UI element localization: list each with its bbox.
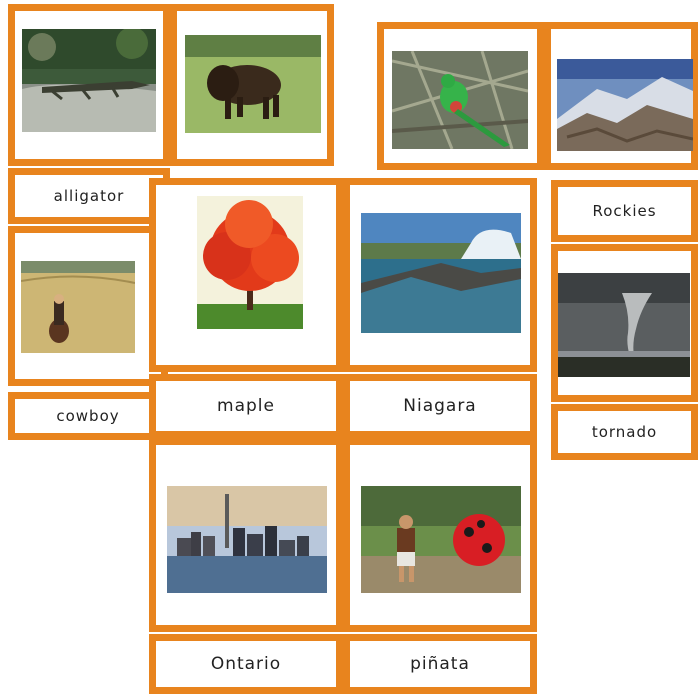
niagara-label-card[interactable] bbox=[343, 374, 537, 438]
niagara-label: Niagara bbox=[403, 396, 477, 416]
quetzal-photo bbox=[392, 51, 528, 149]
maple-photo bbox=[197, 196, 303, 329]
maple-picture-card[interactable] bbox=[149, 178, 343, 372]
alligator-label: alligator bbox=[53, 187, 125, 205]
pinata-label: piñata bbox=[410, 654, 470, 674]
quetzal-picture-card[interactable] bbox=[377, 22, 544, 170]
maple-label-card[interactable] bbox=[149, 374, 343, 438]
cowboy-photo bbox=[21, 261, 135, 353]
bison-picture-card[interactable] bbox=[170, 4, 334, 166]
cowboy-label-card[interactable] bbox=[8, 392, 168, 440]
ontario-label: Ontario bbox=[210, 654, 282, 674]
cowboy-picture-card[interactable] bbox=[8, 226, 168, 386]
tornado-label: tornado bbox=[591, 423, 658, 441]
rockies-label-card[interactable] bbox=[551, 180, 698, 242]
niagara-photo bbox=[361, 213, 521, 333]
niagara-picture-card[interactable] bbox=[343, 178, 537, 372]
pinata-picture-card[interactable] bbox=[343, 438, 537, 632]
pinata-photo bbox=[361, 486, 521, 593]
rockies-label: Rockies bbox=[592, 202, 657, 220]
ontario-photo bbox=[167, 486, 327, 593]
maple-label: maple bbox=[217, 396, 275, 416]
tornado-picture-card[interactable] bbox=[551, 244, 698, 402]
alligator-label-card[interactable] bbox=[8, 168, 170, 224]
tornado-photo bbox=[558, 273, 690, 377]
alligator-picture-card[interactable] bbox=[8, 4, 170, 166]
ontario-label-card[interactable] bbox=[149, 634, 343, 694]
alligator-photo bbox=[22, 29, 156, 132]
rockies-picture-card[interactable] bbox=[544, 22, 698, 170]
tornado-label-card[interactable] bbox=[551, 404, 698, 460]
ontario-picture-card[interactable] bbox=[149, 438, 343, 632]
cowboy-label: cowboy bbox=[56, 407, 120, 425]
rockies-photo bbox=[557, 59, 693, 151]
pinata-label-card[interactable] bbox=[343, 634, 537, 694]
bison-photo bbox=[185, 35, 321, 133]
